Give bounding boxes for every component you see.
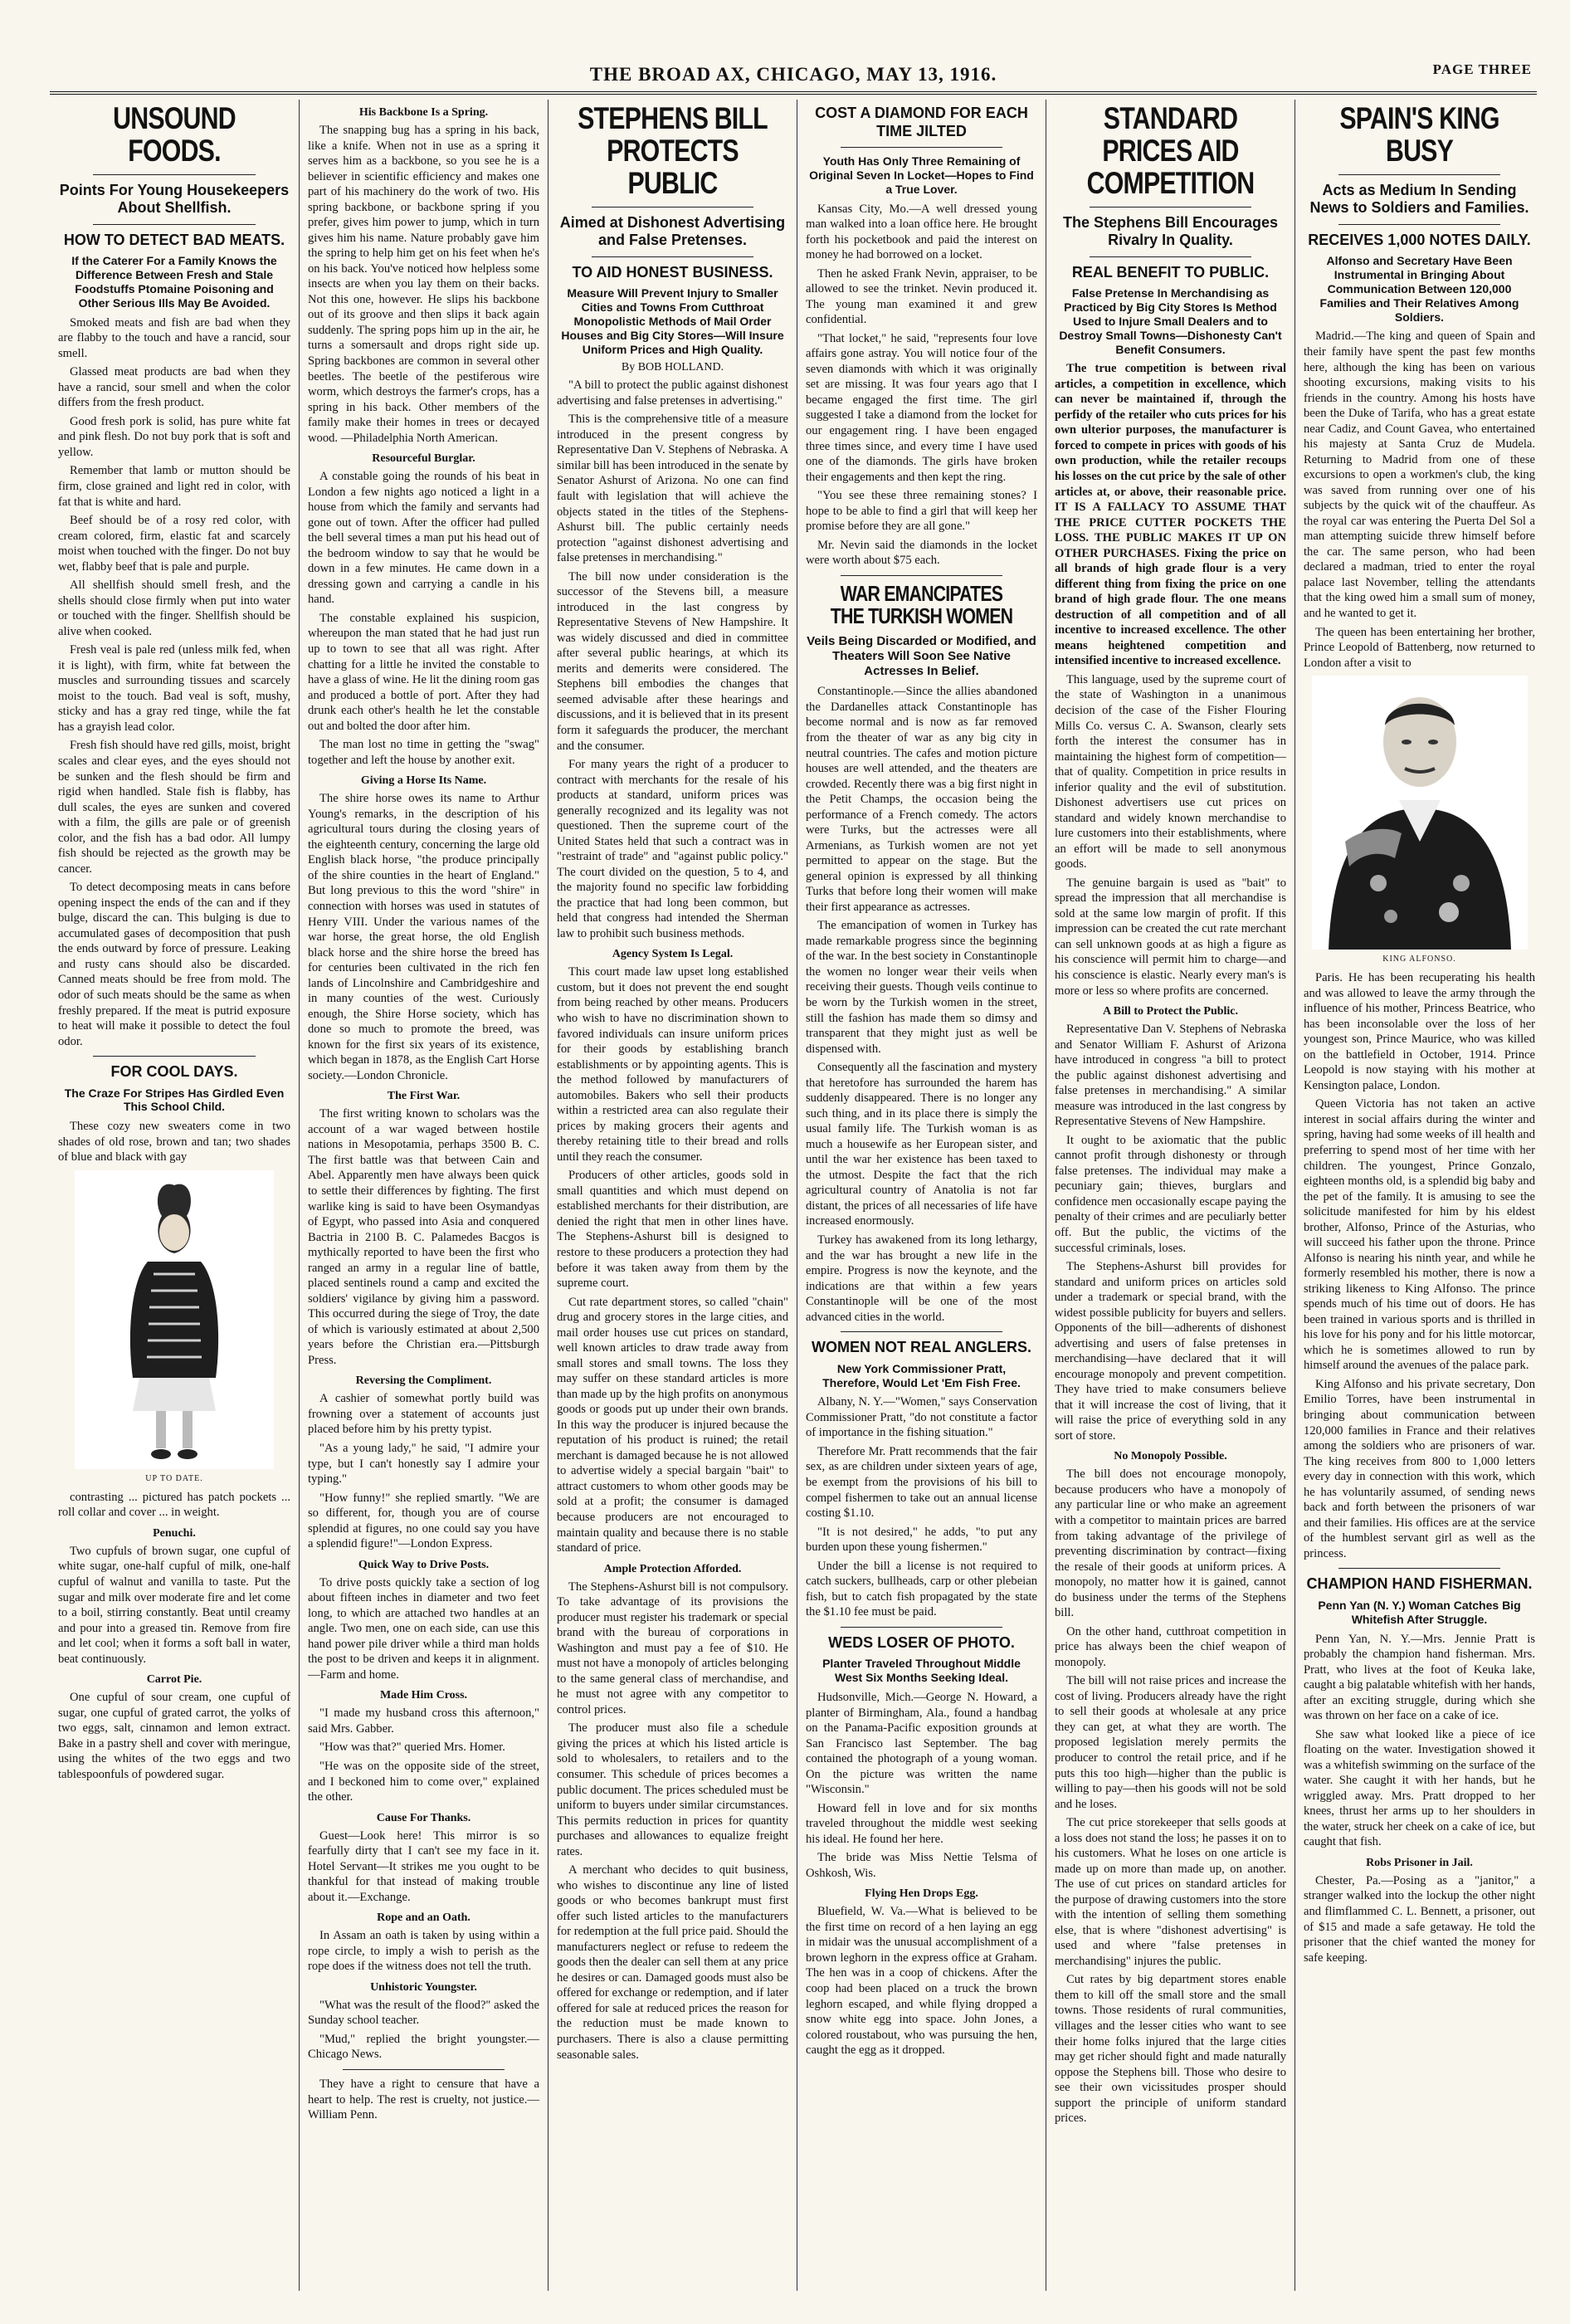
paragraph: The constable explained his suspicion, whereupon the man stated that he had just run up to town to see that all was right. After chatting for a little he invited the constable to have a glass of wine. He lit the dining room gas and produced a bottle of port. After they had drunk each other's health he let the constable out and bolted the door after him.	[308, 611, 539, 733]
headline-stephens-bill: STEPHENS BILL PROTECTS PUBLIC	[578, 101, 768, 200]
paragraph: Penn Yan, N. Y.—Mrs. Jennie Pratt is probably the champion hand fisherman. Mrs. Pratt, who lives at the foot of Keuka lake, caught a big palatable whitefish with her hands, after an exciting struggle, during which she was thrown on her face on a cake of ice.	[1304, 1632, 1535, 1723]
paragraph: The queen has been entertaining her brother, Prince Leopold of Battenberg, now returned to London after a visit to	[1304, 625, 1535, 670]
subhead: Cause For Thanks.	[376, 1811, 471, 1824]
deck: Acts as Medium In Sending News to Soldiers and Families.	[1309, 181, 1529, 217]
column-5	[1046, 100, 1295, 2291]
divider	[1338, 224, 1500, 225]
paragraph: "How was that?" queried Mrs. Homer.	[319, 1741, 505, 1755]
divider	[93, 174, 256, 175]
subhead: Quick Way to Drive Posts.	[358, 1558, 490, 1571]
divider	[841, 147, 1002, 148]
paragraph: Kansas City, Mo.—A well dressed young man walked into a loan office here. He brought forth his pocketbook and paid the interest on money he had borrowed on a locket.	[806, 202, 1037, 262]
paragraph: A constable going the rounds of his beat in London a few nights ago noticed a light in a house from which the family and servants had gone out of town. After the officer had pulled the bell several times a man put his head out of the bedroom window to say that he would be down in a few minutes. He came down in a dressing gown and carrying a candle in his hand.	[308, 470, 539, 607]
paragraph: In Assam an oath is taken by using within a rope circle, to imply a wish to perish as the rope does if the witness does not tell the truth.	[308, 1929, 539, 1974]
paragraph: Bluefield, W. Va.—What is believed to be the first time on record of a hen laying an egg in midair was the unusual accomplishment of a brown leghorn in the express office at Graham. The hen was in a coop of chickens. After the coop had been placed on a truck the brown leghorn escaped, and while flying dropped a snow white egg into space. John Jones, a colored roustabout, who was pursuing the hen, caught the egg as it dropped.	[806, 1905, 1037, 2058]
paragraph: The emancipation of women in Turkey has made remarkable progress since the beginning of the war. In the best society in Constantinople the women no longer wear their veils when receiving their guests. Though veils continue to be worn by the Turkish women in the street, still the fashion has made them so dimsy and transparent that they might just as well be dispensed with.	[806, 919, 1037, 1056]
king-alfonso-portrait	[1312, 676, 1528, 950]
subhead: RECEIVES 1,000 NOTES DAILY.	[1308, 231, 1531, 248]
subhead: Unhistoric Youngster.	[370, 1980, 477, 1994]
paragraph: Queen Victoria has not taken an active interest in social affairs during the winter and spring, having had some weeks of ill health and preferring to spend most of her time with her children. The youngest, Prince Gonzalo, eighteen months old, is a splendid big baby and the pet of the family. It is amusing to see the solicitude manifested for him by his eldest brother, Alfonso, Prince of the Asturias, who will succeed his father upon the throne. Prince Alfonso is nearing his ninth year, and while he formerly resembled his mother, there is now a striking likeness to King Alfonso. The prince spends much of his time out of doors. He has been trained in various sports and is thrilled in his love for his pony and for his little motorcar, which he is sometimes allowed to run by himself around the avenues of the palace park.	[1304, 1097, 1535, 1373]
paragraph: Two cupfuls of brown sugar, one cupful of white sugar, one-half cupful of milk, one-half cupful of walnut and vanilla to taste. Put the sugar and milk over moderate fire and let come to a boil, stirring constantly. Beat until creamy and pour into a greased tin. Remove from fire and let cool; when it forms a soft ball in water, beat continuously.	[58, 1544, 290, 1666]
divider	[1338, 174, 1500, 175]
subhead: Flying Hen Drops Egg.	[865, 1887, 978, 1901]
paragraph: To drive posts quickly take a section of log about fifteen inches in diameter and two feet long, to which are attached two handles at an angle. Two men, one on each side, can use this hand power pile driver while a third man holds the post to be driven and keeps it in alignment.—Farm and home.	[308, 1575, 539, 1682]
paragraph: The genuine bargain is used as "bait" to spread the impression that all merchandise is sold at the same low margin of profit. If this impression can be created the cut rate merchant can sell unknown goods at as high a figure as his conscience will permit him to charge—and his conscience is elastic. Nearly every man's is more or less so where profits are concerned.	[1055, 876, 1286, 998]
subhead: Ample Protection Afforded.	[603, 1562, 742, 1575]
divider	[93, 1056, 256, 1057]
paragraph: Howard fell in love and for six months traveled throughout the middle west seeking his ideal. He found her here.	[806, 1801, 1037, 1846]
divider	[1090, 207, 1251, 208]
paragraph: The Stephens-Ashurst bill is not compulsory. To take advantage of its provisions the producer must register his trademark or special brand with the bureau of corporations in Washington and must pay a fee of $10. He must not have a monopoly of articles belonging to the same general class of merchandise, and he must not agree with any competitor to control prices.	[557, 1579, 788, 1716]
byline: By BOB HOLLAND.	[621, 361, 724, 374]
paragraph: "Mud," replied the bright youngster.—Chicago News.	[308, 2032, 539, 2062]
summary: New York Commissioner Pratt, Therefore, Would Let 'Em Fish Free.	[822, 1361, 1021, 1389]
subhead: Resourceful Burglar.	[372, 452, 475, 466]
paragraph: Madrid.—The king and queen of Spain and their family have spent the past few months here, although the king has been on various shooting excursions, making visits to his friends in the country. Among his hosts have been the Duke of Tarifa, who has a great estate near Cadiz, and Count Gavea, who entertained his majesty at Santa Cruz de Mudela. Returning to Madrid from one of these excursions to open a workmen's club, the king was saved from running over one of his subjects by the quick wit of the chauffeur. As the royal car was entering the Puerta Del Sol a man attempting suicide threw himself before the car. The same person, who had been declared a madman, tried to enter the royal palace last November, telling the attendants that the king owed him a small sum of money, and he wanted to get it.	[1304, 330, 1535, 621]
paragraph: The bill does not encourage monopoly, because producers who have a monopoly of any particular line or who make an agreement with a competitor to maintain prices are barred from taking advantage of the privilege of preventing discrimination by contract—fixing the resale of their goods at uniform prices. A monopoly, no matter how it is gained, cannot do business under the terms of the Stephens bill.	[1055, 1467, 1286, 1620]
paragraph: Fresh fish should have red gills, moist, bright scales and clear eyes, and the eyes should not be sunken and the flesh should be firm and rigid when handled. Stale fish is flabby, has dull scales, the eyes are sunken and covered with a film, the gills are pale or of greenish color, and the fish has a bad odor. All lumpy fish should be rejected as the growth may be cancer.	[58, 739, 290, 876]
paragraph: The first writing known to scholars was the account of a war waged between hostile nations in Mesopotamia, perhaps 3500 B. C. The first battle was that between Cain and Abel. Apparently men have always been quick to settle their differences by fighting. The first warlike king is said to have been Osymandyas of Egypt, who passed into Asia and conquered Bactria in 2100 B. C. Palamedes Bacgos is mythically reported to have been the first who ranged an army in a regular line of battle, placed sentinels round a camp and excited the soldiers' vigilance by giving him a password. This occurred during the siege of Troy, the date of which is variously estimated at about 2,500 years before the Christian era.—Pittsburgh Press.	[308, 1107, 539, 1367]
headline-cost-a-diamond: COST A DIAMOND FOR EACH TIME JILTED	[815, 105, 1028, 139]
paragraph: For many years the right of a producer to contract with merchants for the resale of his products at standard, uniform prices was generally recognized and its legality was not questioned. Then the supreme court of the United States held that such a contract was in "restraint of trade" and "against public policy." The court divided on the question, 5 to 4, and the majority found no specific law forbidding the practice that had long been common, but held that congress had intended the Sherman law to prohibit such business methods.	[557, 758, 788, 940]
headline-champion-fisherman: CHAMPION HAND FISHERMAN.	[1306, 1575, 1533, 1593]
headline-unsound-foods: UNSOUND FOODS.	[113, 101, 236, 168]
paragraph: "That locket," he said, "represents four love affairs gone astray. You will notice four of the seven diamonds with which it was originally set are missing. It was four years ago that I became engaged the first time. The girl suggested I take a diamond from the locket for our engagement ring. I have been engaged three times since, and every time I have used one of the diamonds. The girls have broken their engagements and then kept the ring.	[806, 331, 1037, 484]
paragraph: A merchant who decides to quit business, who wishes to discontinue any line of listed goods or who becomes bankrupt must first offer such listed articles to the manufacturers for redemption at the full price paid. Should the manufacturers neglect or refuse to redeem the goods then the dealer can sell them at any price he desires or can. Damaged goods must also be offered for exchange or redemption, and if later offered for sale at reduced prices the reason for the reduction must be made known to purchasers. There is also a clause permitting seasonable sales.	[557, 1863, 788, 2062]
divider	[93, 224, 256, 225]
paragraph: "I made my husband cross this afternoon," said Mrs. Gabber.	[308, 1706, 539, 1736]
paragraph: Chester, Pa.—Posing as a "janitor," a stranger walked into the lockup the other night and flimflammed C. L. Bennett, a prisoner, out of $15 and made a safe getaway. He told the prisoner that the chief wanted the money for safe keeping.	[1304, 1873, 1535, 1965]
paragraph: "A bill to protect the public against dishonest advertising and false pretenses in advertising."	[557, 378, 788, 408]
subhead: REAL BENEFIT TO PUBLIC.	[1071, 263, 1270, 281]
subhead: HOW TO DETECT BAD MEATS.	[63, 231, 285, 248]
paragraph: This is the comprehensive title of a measure introduced in the present congress by Representative Dan V. Stephens of Nebraska. A similar bill has been introduced in the senate by Senator Ashurst of Arizona. No one can find fault with legislation that will achieve the objects stated in the titles of the Stephens-Ashurst bill. The public certainly needs protection "against dishonest advertising and false pretenses in merchandising."	[557, 413, 788, 565]
paragraph: "What was the result of the flood?" asked the Sunday school teacher.	[308, 1998, 539, 2028]
paragraph: The snapping bug has a spring in his back, like a knife. When not in use as a spring it serves him as a backbone, so you see he is a believer in scientific efficiency and makes one part of his machinery do the work of two. His spring backbone, or backbone spring if you prefer, gives him power to jump, which in turn gives him his name. Nature probably gave him the spring to help him get on his feet when he's on his back. You've noticed how helpless some insects are when you lay them on their backs. Not this one, however. He slips his backbone out of its groove and then slips it back again suddenly. The spring pops him up in the air, he turns a somersault and drops right side up. Spring backbones are common in several other beetles. The beetle of the pestiferous wire worm, which destroys the farmer's crops, has a spring in his back. Other members of the family make their homes in trees or decayed wood. —Philadelphia North American.	[308, 124, 539, 445]
paragraph: Hudsonville, Mich.—George N. Howard, a planter of Birmingham, Ala., found a handbag on the Panama-Pacific exposition grounds at San Francisco last September. The bag contained the photograph of a young woman. On the picture was written the name "Wisconsin."	[806, 1690, 1037, 1797]
paragraph: Turkey has awakened from its long lethargy, and the war has brought a new life in the empire. Progress is now the keynote, and the indications are that within a few years Constantinople will be one of the most advanced cities in the world.	[806, 1233, 1037, 1324]
headline-standard-prices: STANDARD PRICES AID COMPETITION	[1086, 101, 1255, 200]
portrait-caption: KING ALFONSO.	[1382, 954, 1456, 964]
deck: The Stephens Bill Encourages Rivalry In Quality.	[1062, 213, 1279, 249]
lead-paragraph: The true competition is between rival articles, a competition in excellence, which can never be maintained if, through the perfidy of the retailer who cuts prices for his own ulterior purposes, the manufacturer is forced to compete in prices with goods of his own production, while the retailer recoups his losses on the cut price by the sale of other articles at, or above, their reasonable price. IT IS A FALLACY TO ASSUME THAT THE PRICE CUTTER POCKETS THE LOSS. THE PUBLIC MAKES IT UP ON OTHER PURCHASES. Fixing the price on all brands of high grade flour is a very different thing from fixing the price on one brand of high grade flour. The one means destruction of all competition and of all incentive to increased excellence. The other means heightened competition and intensified incentive to increased excellence.	[1055, 362, 1286, 668]
page-number: PAGE THREE	[1432, 61, 1532, 77]
paragraph: Constantinople.—Since the allies abandoned the Dardanelles attack Constantinople has become normal and is now as far removed from the theater of war as any big city in neutral countries. The cafes and motion picture houses are well attended, and the theaters are crowded. Recently there was a big first night in the Petit Champs, the occasion being the performance of a French comedy. The actors were Turks, but the actresses were all Armenians, as Turkish women are not yet permitted to appear on the stage. But the general opinion is expressed by all thinking Turks that before long their women will make their first appearance as actresses.	[806, 685, 1037, 914]
paragraph: King Alfonso and his private secretary, Don Emilio Torres, have been instrumental in bringing about communication between 120,000 families in France and their relatives among the soldiers who are prisoners of war. The king receives from 800 to 1,000 letters every day in connection with this work, which he has voluntarily assumed, of sending news back and forth between the prisoners of war and their families. His offices are at the service of the humblest servant girl as well as the princess.	[1304, 1377, 1535, 1560]
columns	[50, 100, 1543, 2291]
subhead: A Bill to Protect the Public.	[1102, 1005, 1239, 1018]
subhead: His Backbone Is a Spring.	[358, 106, 489, 119]
paragraph: Remember that lamb or mutton should be firm, close grained and light red in color, with fat that is white and hard.	[58, 464, 290, 509]
subhead-carrot-pie: Carrot Pie.	[146, 1673, 202, 1687]
column-3	[548, 100, 797, 2291]
divider	[592, 256, 753, 257]
paragraph: Cut rates by big department stores enable them to kill off the small store and the small towns. Those residents of rural communities, villages and the lesser cities who want to see their home folks injured that the large cities may get richer should fight and made naturally oppose the Stephens bill. Those who desire to see their own vicissitudes prosper should support the principle of uniform standard prices.	[1055, 1973, 1286, 2126]
paragraph: They have a right to censure that have a heart to help. The rest is cruelty, not justice.—William Penn.	[308, 2077, 539, 2122]
divider	[1338, 1568, 1500, 1569]
headline-for-cool-days: FOR COOL DAYS.	[110, 1063, 238, 1081]
headline-women-not-anglers: WOMEN NOT REAL ANGLERS.	[812, 1339, 1031, 1356]
subhead-penuchi: Penuchi.	[153, 1526, 196, 1540]
paragraph: Smoked meats and fish are bad when they are flabby to the touch and have a rancid, sour smell.	[58, 315, 290, 360]
paragraph: "He was on the opposite side of the street, and I beckoned him to come over," explained the other.	[308, 1760, 539, 1804]
summary: Youth Has Only Three Remaining of Original Seven In Locket—Hopes to Find a True Lover.	[809, 154, 1034, 196]
divider	[592, 207, 753, 208]
paragraph: The bill will not raise prices and increase the cost of living. Producers already have the right to sell their goods at wholesale at any price they can get, at what they are worth. The proposed legislation merely permits the producer to control the retail price, and if he puts this too high—higher than the public is willing to pay—then his goods will not be sold and he loses.	[1055, 1674, 1286, 1811]
paragraph: Guest—Look here! This mirror is so fearfully dirty that I can't see my face in it. Hotel Servant—It strikes me you ought to be thankful for that instead of making trouble about it.—Exchange.	[308, 1828, 539, 1904]
paragraph: Fresh veal is pale red (unless milk fed, when it is light), with firm, white fat between the muscles and surrounding tissues and scarcely moist to the touch. Bad veal is soft, mushy, sticky and has a gray red tinge, while the fat has a grayish lead color.	[58, 643, 290, 734]
paragraph: Representative Dan V. Stephens of Nebraska and Senator William F. Ashurst of Arizona have introduced in congress "a bill to protect the public against dishonest advertising and false pretenses in merchandising." A similar measure was introduced in the last congress by Representative Stevens of New Hampshire.	[1055, 1023, 1286, 1129]
paragraph: Then he asked Frank Nevin, appraiser, to be allowed to see the trinket. Nevin produced it. The young man examined it and grew confidential.	[806, 266, 1037, 327]
subhead: Robs Prisoner in Jail.	[1366, 1856, 1473, 1869]
paragraph: This language, used by the supreme court of the state of Washington in a unanimous decision of the case of the Fisher Flouring Mills Co. versus C. A. Swanson, clearly sets forth the interest the consumer has in maintaining the highest form of competition—that of quality. Competition in price results in inferior quality and the evil of substitution. Dishonest advertisers use cut prices on standard and widely known merchandise to lure customers into their establishments, where an effort will be made to sell anonymous goods.	[1055, 672, 1286, 872]
paragraph: To detect decomposing meats in cans before opening inspect the ends of the can and if they bulge, discard the can. This bulging is due to accumulated gases of decomposition that push the ends outward by force of pressure. Leaking and rusty cans should also be discarded. Canned meats should be free from mold. The odor of such meats should be the same as when freshly prepared. If the meat is putrid exposure to heat will make it possible to detect the foul odor.	[58, 881, 290, 1048]
paragraph: "It is not desired," he adds, "to put any burden upon these young fishermen."	[806, 1525, 1037, 1555]
summary: Planter Traveled Throughout Middle West Six Months Seeking Ideal.	[822, 1657, 1021, 1685]
column-4	[797, 100, 1046, 2291]
divider	[1090, 256, 1251, 257]
deck: Aimed at Dishonest Advertising and False Pretenses.	[559, 213, 786, 249]
masthead	[50, 58, 1537, 95]
paragraph: Therefore Mr. Pratt recommends that the fair sex, as are children under sixteen years of age, be exempt from the provisions of his bill to compel fishermen to take out an annual license costing $1.10.	[806, 1444, 1037, 1521]
column-6	[1295, 100, 1543, 2291]
subhead: Reversing the Compliment.	[355, 1374, 492, 1388]
paragraph: The shire horse owes its name to Arthur Young's remarks, in the description of his agricultural tours during the closing years of the eighteenth century, concerning the large old English black horse, "the produce principally of the shire counties in the heart of England." But long previous to this the word "shire" in connection with horses was used in statutes of Henry VIII. Under the various names of the war horse, the great horse, the old English black horse and the shire horse the breed has for centuries been cultivated in the rich fen lands of Lincolnshire and Cambridgeshire and in many counties of the west. Curiously enough, the Shire Horse society, which has done so much to promote the breed, was known for the first six years of its existence, which began in 1878, as the English Cart Horse society.—London Chronicle.	[308, 792, 539, 1082]
paragraph: Under the bill a license is not required to catch suckers, bullheads, carp or other plebeian fish, but to catch fish propagated by the state the $1.10 fee must be paid.	[806, 1559, 1037, 1619]
paragraph: The producer must also file a schedule giving the prices at which his listed article is sold to wholesalers, to retailers and to the consumer. This schedule of prices becomes a public document. The prices scheduled must be uniform to buyers under similar circumstances. This permits reduction in prices for quantity purchases and allowances to equalize freight rates.	[557, 1721, 788, 1858]
divider	[841, 1627, 1002, 1628]
subhead: No Monopoly Possible.	[1114, 1450, 1227, 1463]
paragraph: Paris. He has been recuperating his health and was allowed to leave the army through the influence of his mother, Princess Beatrice, who has been inconsolable over the loss of her youngest son, Prince Maurice, who was killed on the battlefield in October, 1914. Prince Leopold is now staying with his mother at Kensington palace, London.	[1304, 971, 1535, 1092]
paragraph: "How funny!" she replied smartly. "We are so different, for, though you are of course splendid at figures, no one could say you have a splendid figure!"—London Express.	[308, 1491, 539, 1551]
paragraph: "You see these three remaining stones? I hope to be able to find a girl that will keep her promise before they are all gone."	[806, 489, 1037, 534]
paragraph: Mr. Nevin said the diamonds in the locket were worth about $75 each.	[806, 538, 1037, 568]
summary: False Pretense In Merchandising as Practiced by Big City Stores Is Method Used to Injure Small Dealers and to Destroy Small Towns—Dishonesty Can't Benefit Consumers.	[1059, 286, 1282, 356]
divider	[343, 2069, 505, 2070]
subhead: Agency System Is Legal.	[612, 948, 734, 961]
paragraph: A cashier of somewhat portly build was frowning over a statement of accounts just placed before him by his pretty typist.	[308, 1392, 539, 1437]
paragraph: Good fresh pork is solid, has pure white fat and pink flesh. Do not buy pork that is soft and yellow.	[58, 414, 290, 459]
headline-weds-loser: WEDS LOSER OF PHOTO.	[828, 1633, 1015, 1651]
paragraph: The cut price storekeeper that sells goods at a loss does not stand the loss; he passes it on to his customers. What he loses on one article is made up on more than made up, on another. The use of cut prices on standard articles for the purpose of drawing customers into the store with the intention of selling them something else, that is where "dishonest advertising" is used and where "false pretenses in merchandising" injures the public.	[1055, 1816, 1286, 1968]
summary: Alfonso and Secretary Have Been Instrumental in Bringing About Communication Between 120,000 Families and Their Relatives Among Soldiers.	[1319, 254, 1519, 324]
masthead-title: THE BROAD AX, CHICAGO, MAY 13, 1916.	[589, 64, 997, 85]
paragraph: She saw what looked like a piece of ice floating on the water. Investigation showed it was a whitefish swimming on the surface of the water. She caught it with her hands, but he wriggled away. Mrs. Pratt dropped to her knees, thrust her arms up to her shoulders in the water, struck her cheek on a cake of ice, but caught that fish.	[1304, 1727, 1535, 1849]
divider	[841, 1331, 1002, 1332]
divider	[841, 575, 1002, 576]
subhead: The First War.	[387, 1090, 461, 1103]
summary: If the Caterer For a Family Knows the Difference Between Fresh and Stale Foodstuffs Ptomaine Poisoning and Other Serious Ills May Be Avoided.	[71, 254, 277, 310]
paragraph: Albany, N. Y.—"Women," says Conservation Commissioner Pratt, "do not constitute a factor of importance in the fishing situation."	[806, 1395, 1037, 1440]
paragraph: Consequently all the fascination and mystery that heretofore has surrounded the harem has suddenly disappeared. There is no longer any such thing, and in its place there is simply the usual family life. The Turkish woman is as much a housewife as her European sister, and until the war her existence has been taxed to the utmost. Despite the fact that the rich agricultural country of Anatolia is not far distant, the prices of all necessaries of life have increased enormously.	[806, 1061, 1037, 1228]
column-2	[299, 100, 548, 2291]
paragraph: One cupful of sour cream, one cupful of sugar, one cupful of grated carrot, the yolks of two eggs, salt, cinnamon and lemon extract. Bake in a pastry shell and cover with meringue, using the whites of the two eggs and two tablespoonfuls of powdered sugar.	[58, 1691, 290, 1781]
paragraph: The bride was Miss Nettie Telsma of Oshkosh, Wis.	[806, 1851, 1037, 1880]
deck: The Craze For Stripes Has Girdled Even This School Child.	[64, 1086, 285, 1114]
illustration-caption: UP TO DATE.	[145, 1473, 203, 1483]
paragraph: These cozy new sweaters come in two shades of old rose, brown and tan; two shades of blue and black with gay	[58, 1120, 290, 1164]
subhead: Rope and an Oath.	[377, 1911, 471, 1925]
summary: Veils Being Discarded or Modified, and Theaters Will Soon See Native Actresses In Belief.	[807, 634, 1036, 679]
deck: Points For Young Housekeepers About Shellfish.	[59, 181, 290, 217]
headline-war-emancipates: WAR EMANCIPATES THE TURKISH WOMEN	[830, 580, 1013, 629]
paragraph: The Stephens-Ashurst bill provides for standard and uniform prices on articles sold under a trademark or special brand, with the widest possible publicity for buyers and sellers. Opponents of the bill—adherents of dishonest advertising and users of false pretenses in merchandising—have declared that it will encourage monopoly and prevent competition. They have tried to make consumers believe that it will increase the cost of living, that it will raise the price of everything sold in any sort of store.	[1055, 1260, 1286, 1443]
paragraph: All shellfish should smell fresh, and the shells should close firmly when put into water or touched with the finger. Shellfish should be alive when cooked.	[58, 579, 290, 638]
paragraph: This court made law upset long established custom, but it does not prevent the end sought from being reached by other means. Producers who wish to have no discrimination shown to favored individuals can insure uniform prices for their goods by establishing branch establishments or by appointing agents. This is the method followed by manufacturers of automobiles. Bakers who sell their products within a restricted area can also regulate their prices by making grocers their agents and thereby retaining title to their bread and rolls until they reach the consumer.	[557, 965, 788, 1164]
paragraph: The bill now under consideration is the successor of the Stevens bill, a measure introduced in the last congress by Representative Stevens of New Hampshire. It was widely discussed and died in committee after several public hearings, at which its merits and demerits were considered. The Stephens bill embodies the changes that seemed advisable after these hearings and discussions, and it is believed that in its present form it safeguards the producer, the merchant and the consumer.	[557, 569, 788, 753]
headline-spains-king: SPAIN'S KING BUSY	[1339, 101, 1499, 168]
subhead: TO AID HONEST BUSINESS.	[572, 263, 773, 281]
subhead: Made Him Cross.	[379, 1689, 468, 1702]
summary: Penn Yan (N. Y.) Woman Catches Big Whitefish After Struggle.	[1318, 1598, 1521, 1626]
paragraph: The man lost no time in getting the "swag" together and left the house by another exit.	[308, 738, 539, 767]
subhead: Giving a Horse Its Name.	[360, 774, 487, 788]
column-1	[50, 100, 299, 2291]
paragraph: On the other hand, cutthroat competition in price has always been the chief weapon of monopoly.	[1055, 1624, 1286, 1669]
paragraph: contrasting ... pictured has patch pockets ... roll collar and cover ... in weight.	[58, 1490, 290, 1520]
paragraph: "As a young lady," he said, "I admire your type, but I can't honestly say I admire your typing."	[308, 1441, 539, 1487]
girl-illustration	[75, 1170, 274, 1469]
paragraph: Glassed meat products are bad when they have a rancid, sour smell and when the color differs from the fresh product.	[58, 365, 290, 410]
paragraph: It ought to be axiomatic that the public cannot profit through dishonesty or through false pretenses. The individual may make a pecuniary gain; thieves, burglars and confidence men occasionally escape paying the penalty of their crimes and are peculiarly better off. But the public, the victims of the successful criminals, loses.	[1055, 1133, 1286, 1255]
summary: Measure Will Prevent Injury to Smaller Cities and Towns From Cutthroat Monopolistic Methods of Mail Order Houses and Big City Stores—Will Insure Uniform Prices and High Quality.	[561, 286, 784, 356]
paragraph: Producers of other articles, goods sold in small quantities and which must depend on established merchants for their distribution, are denied the right that men in other lines have. The Stephens-Ashurst bill is designed to restore to these producers a protection they had before it was taken away from them by the supreme court.	[557, 1169, 788, 1291]
paragraph: Cut rate department stores, so called "chain" drug and grocery stores in the large cities, and mail order houses use cut prices on standard, well known articles to draw trade away from small stores and small towns. The loss they may suffer on these standard articles is more than made up by the high profits on anonymous goods or goods put up under their own brands. In this way the producer is injured because the reputation of his product is ruined; the retail merchant is damaged because he is not allowed to advertise widely a special bargain "bait" to attract customers to whom other goods may be sold at a profit; the consumer is damaged because producers are not encouraged to maintain quality and because there is no stable standard of price.	[557, 1295, 788, 1555]
paragraph: Beef should be of a rosy red color, with cream colored, firm, elastic fat and scarcely moist when touched with the finger. Do not buy wet, flabby beef that is pale and purple.	[58, 514, 290, 574]
